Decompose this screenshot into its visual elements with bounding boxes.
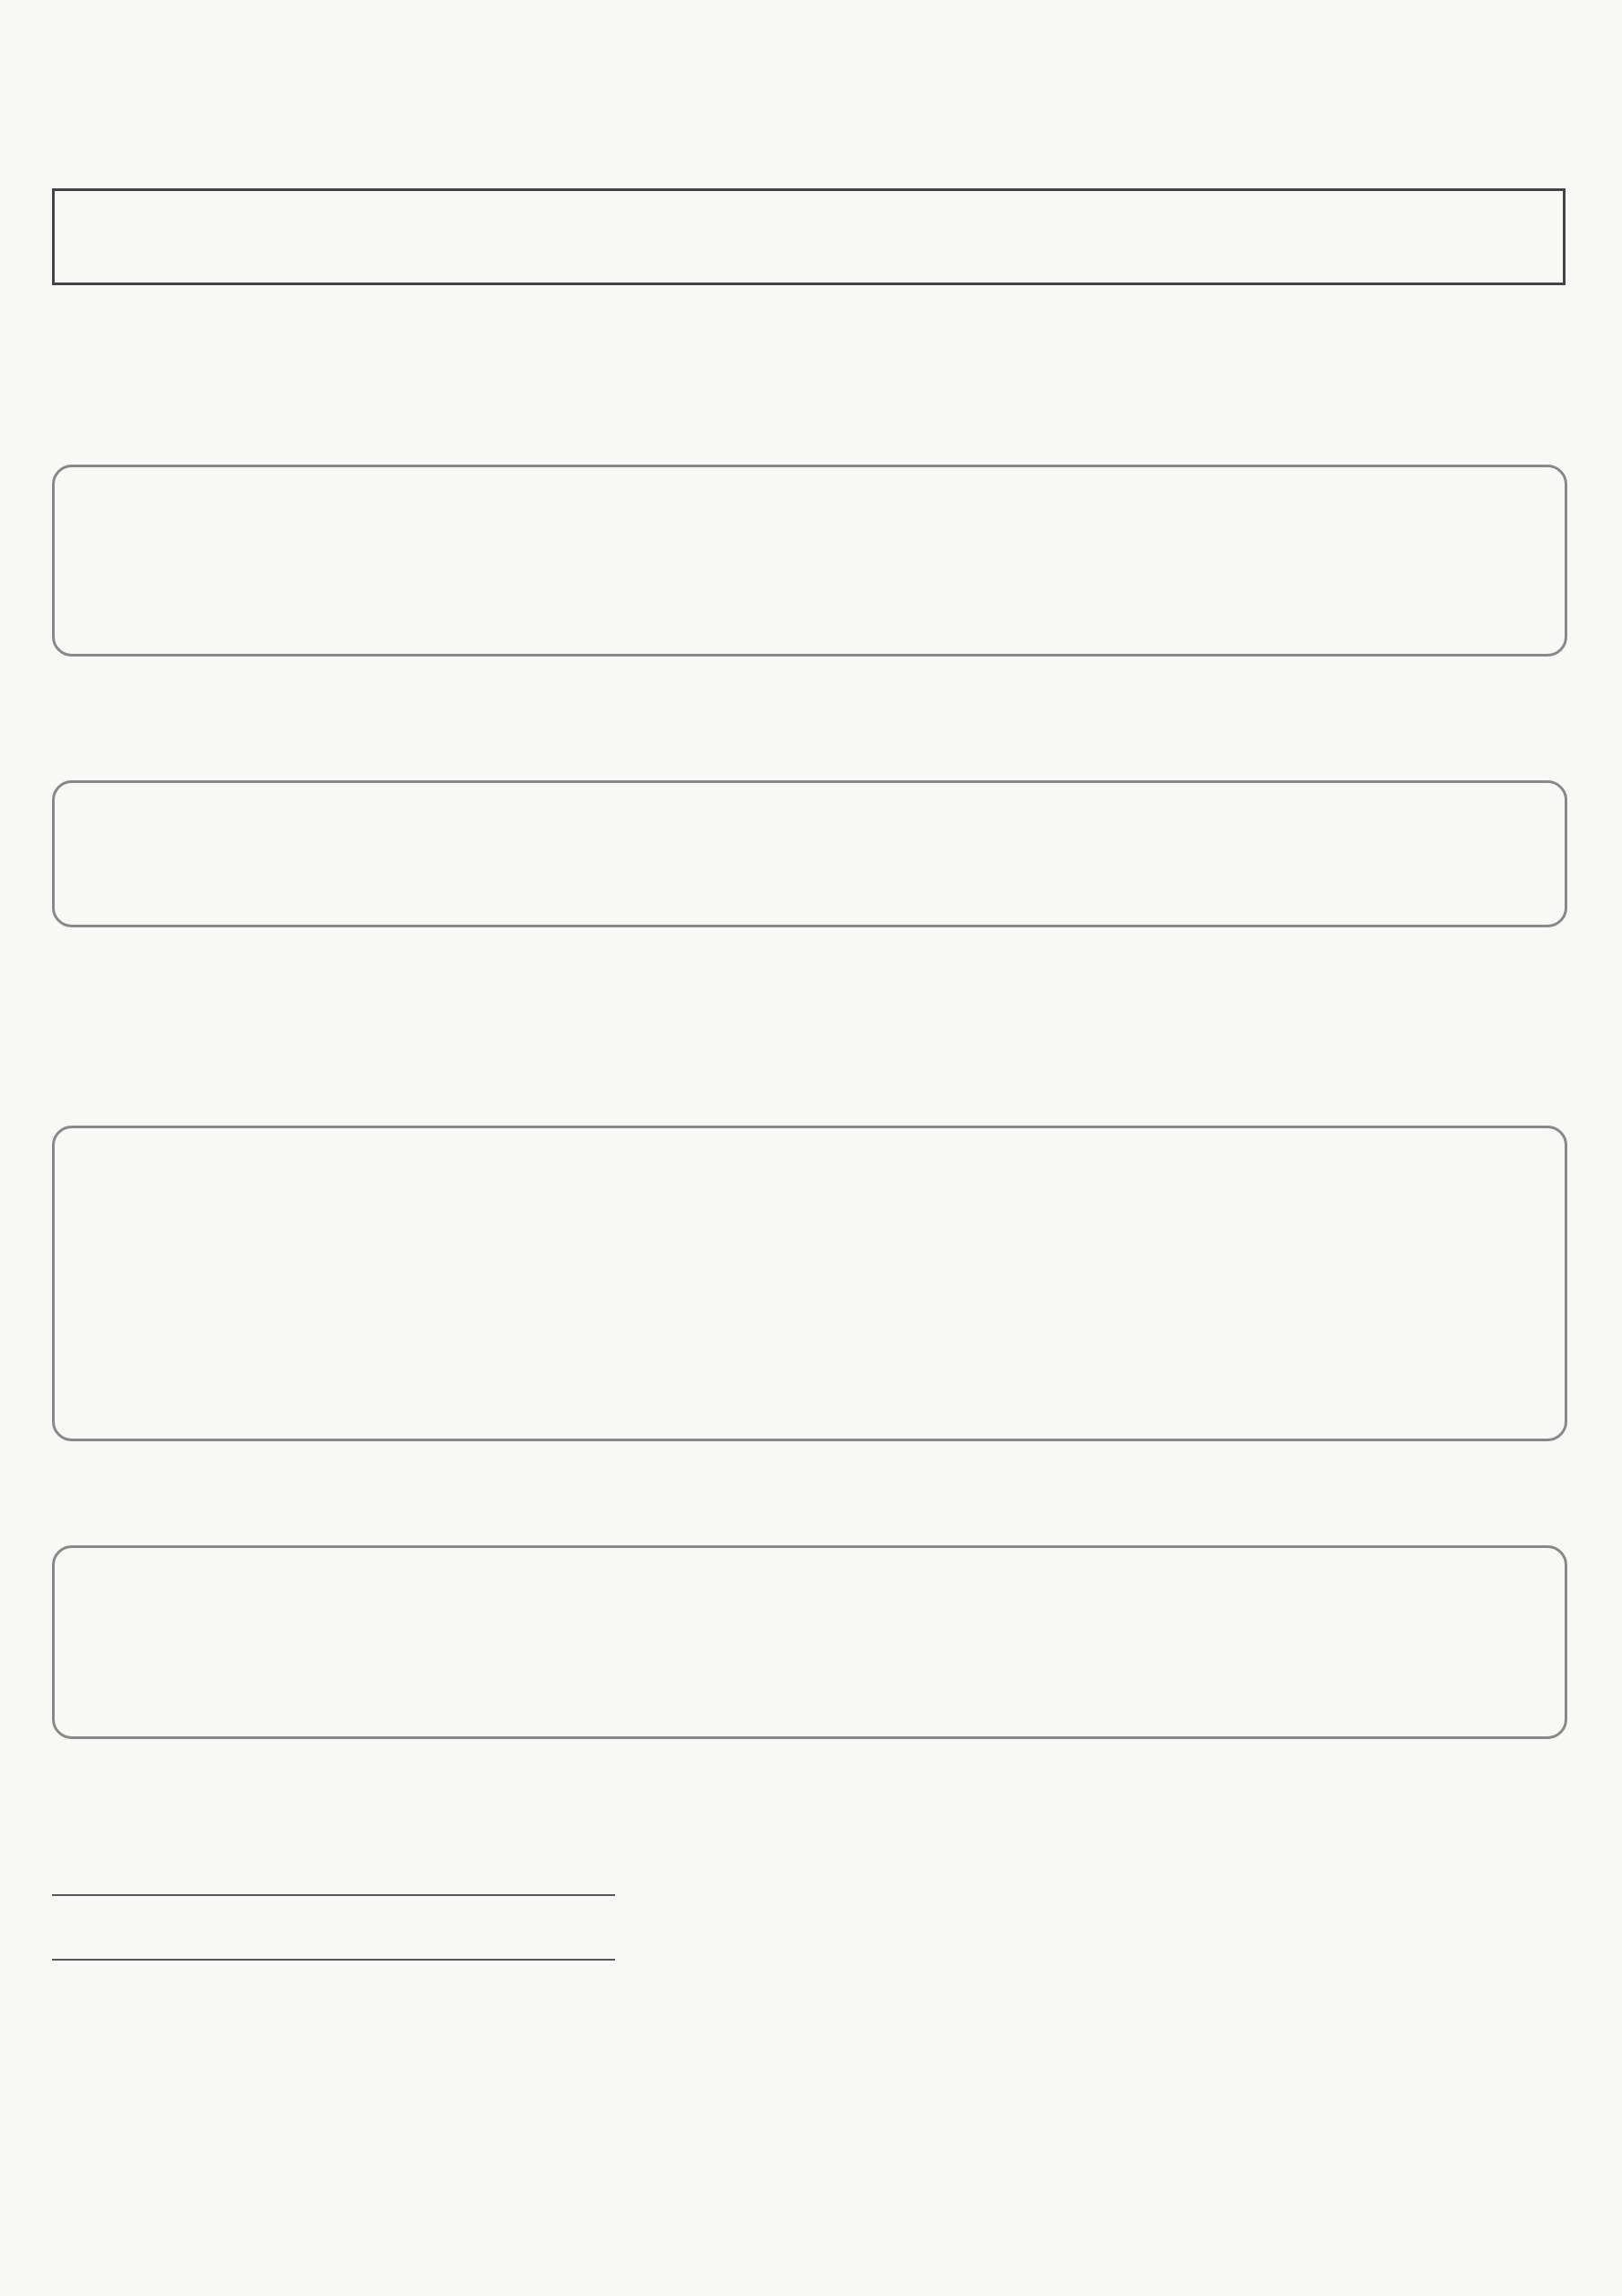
answer-box-2 — [52, 780, 1567, 927]
answer-box-4 — [52, 1545, 1567, 1739]
subtitle-frame — [52, 188, 1566, 285]
answer-box-3 — [52, 1126, 1567, 1441]
gender-line — [52, 1959, 615, 1961]
name-line — [52, 1894, 615, 1896]
answer-box-1 — [52, 465, 1567, 657]
